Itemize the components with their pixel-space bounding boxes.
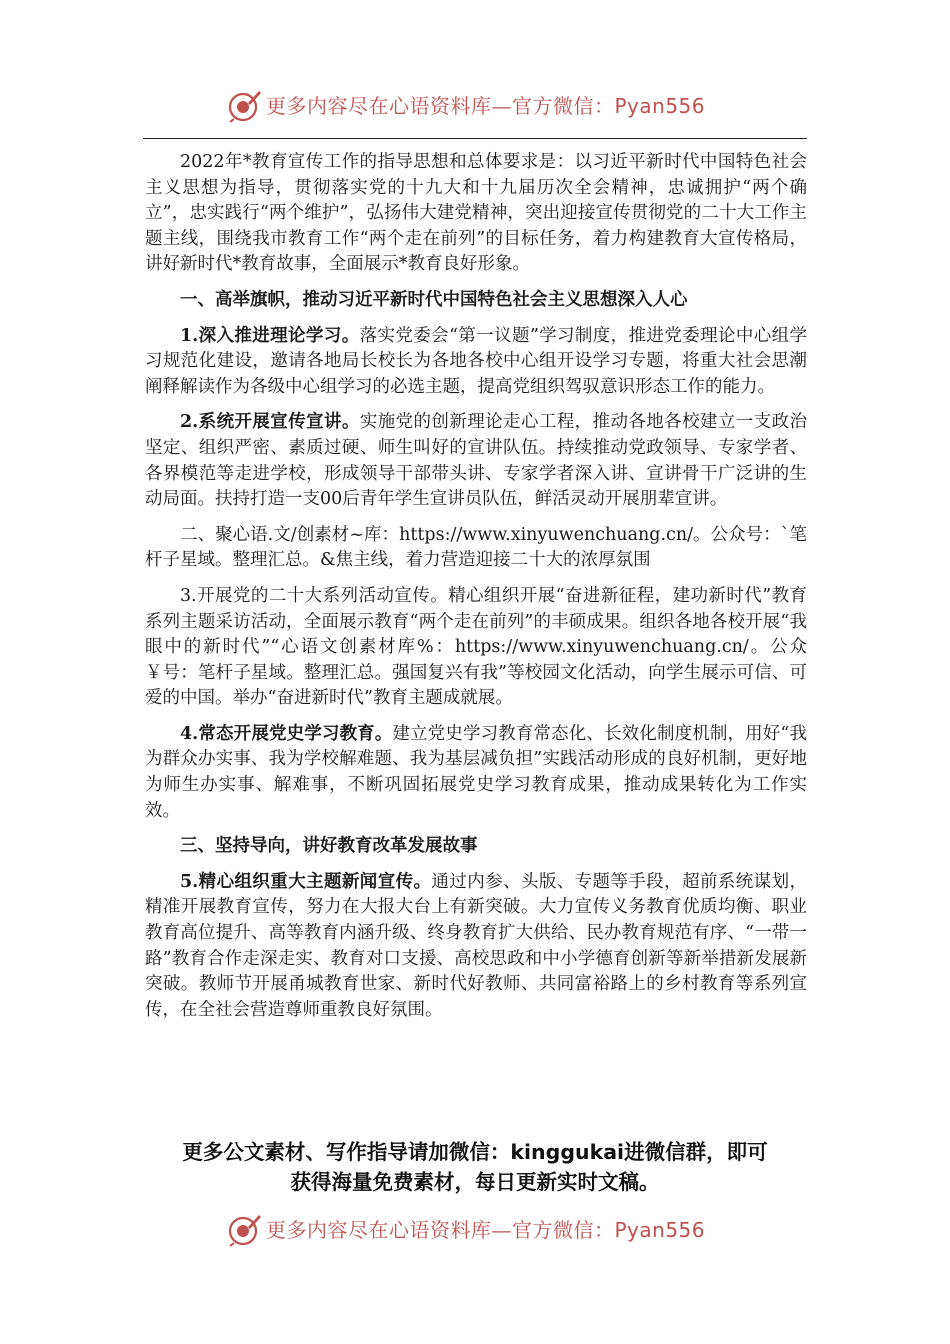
header-wechat-id: Pyan556: [614, 94, 706, 118]
document-body: [145, 150, 807, 1023]
item-1-title: 1.深入推进理论学习。: [180, 325, 360, 346]
footer-banner: [0, 1212, 950, 1248]
item-2: [145, 410, 807, 512]
pen-logo-icon: [226, 1212, 262, 1248]
promo-line-1: 更多公文素材、写作指导请加微信：kinggukai进微信群，即可: [182, 1140, 768, 1164]
footer-banner-text: 更多内容尽在心语资料库—官方微信：Pyan556: [266, 1218, 706, 1242]
header-banner-text: 更多内容尽在心语资料库—官方微信：Pyan556: [266, 94, 706, 118]
item-2-body: 实施党的创新理论走心工程，推动各地各校建立一支政治坚定、组织严密、素质过硬、师生叫好的宣讲队伍。持续推动党政领导、专家学者、各界模范等走进学校，形成领导干部带头讲、专家学者深入讲、宣讲骨干广泛讲的生动局面。扶持打造一支00后青年学生宣讲员队伍，鲜活灵动开展朋辈宣讲。: [145, 412, 807, 510]
item-5-title: 5.精心组织重大主题新闻宣传。: [180, 871, 432, 892]
item-2-title: 2.系统开展宣传宣讲。: [180, 412, 360, 433]
intro-paragraph: 2022年*教育宣传工作的指导思想和总体要求是：以习近平新时代中国特色社会主义思想为指导，贯彻落实党的十九大和十九届历次全会精神，忠诚拥护“两个确立”，忠实践行“两个维护”，弘扬伟大建党精神，突出迎接宣传贯彻党的二十大工作主题主线，围绕我市教育工作“两个走在前列”的目标任务，着力构建教育大宣传格局，讲好新时代*教育故事，全面展示*教育良好形象。: [145, 152, 807, 275]
promo-notice: [120, 1137, 830, 1197]
section-heading-2: 二、聚心语.文/创素材~库：https://www.xinyuwenchuang.cn/。公众号：`笔杆子星域。整理汇总。&焦主线，着力营造迎接二十大的浓厚氛围: [145, 524, 807, 571]
item-4: [145, 722, 807, 824]
pen-logo-icon: [226, 88, 262, 124]
item-3: 3.开展党的二十大系列活动宣传。精心组织开展“奋进新征程，建功新时代”教育系列主题采访活动，全面展示教育“两个走在前列”的丰硕成果。组织各地各校开展“我眼中的新时代”“心语文创素材库%：https://www.xinyuwenchuang.cn/。公众￥号：笔杆子星域。整理汇总。强国复兴有我”等校园文化活动，向学生展示可信、可爱的中国。举办“奋进新时代”教育主题成就展。: [145, 585, 807, 709]
footer-wechat-id: Pyan556: [614, 1218, 706, 1242]
item-1-body: 落实党委会“第一议题”学习制度，推进党委理论中心组学习规范化建设，邀请各地局长校长为各地各校中心组开设学习专题，将重大社会思潮阐释解读作为各级中心组学习的必选主题，提高党组织驾驭意识形态工作的能力。: [145, 325, 807, 397]
item-4-body: 建立党史学习教育常态化、长效化制度机制，用好“我为群众办实事、我为学校解难题、我为基层减负担”实践活动形成的良好机制，更好地为师生办实事、解难事，不断巩固拓展党史学习教育成果，推动成果转化为工作实效。: [145, 723, 807, 821]
item-5: [145, 870, 807, 1024]
item-5-body: 通过内参、头版、专题等手段，超前系统谋划，精准开展教育宣传，努力在大报大台上有新突破。大力宣传义务教育优质均衡、职业教育高位提升、高等教育内涵升级、终身教育扩大供给、民办教育规范有序、“一带一路”教育合作走深走实、教育对口支援、高校思政和中小学德育创新等新举措新发展新突破。教师节开展甬城教育世家、新时代好教师、共同富裕路上的乡村教育等系列宣传，在全社会营造尊师重教良好氛围。: [145, 871, 807, 1020]
section-heading-3: 三、坚持导向，讲好教育改革发展故事: [180, 836, 478, 857]
item-4-title: 4.常态开展党史学习教育。: [180, 723, 393, 744]
header-banner: [0, 88, 950, 124]
promo-line-2: 获得海量免费素材，每日更新实时文稿。: [290, 1170, 660, 1194]
item-1: [145, 324, 807, 401]
section-heading-1: 一、高举旗帜，推动习近平新时代中国特色社会主义思想深入人心: [180, 289, 688, 310]
header-divider: [143, 138, 807, 139]
